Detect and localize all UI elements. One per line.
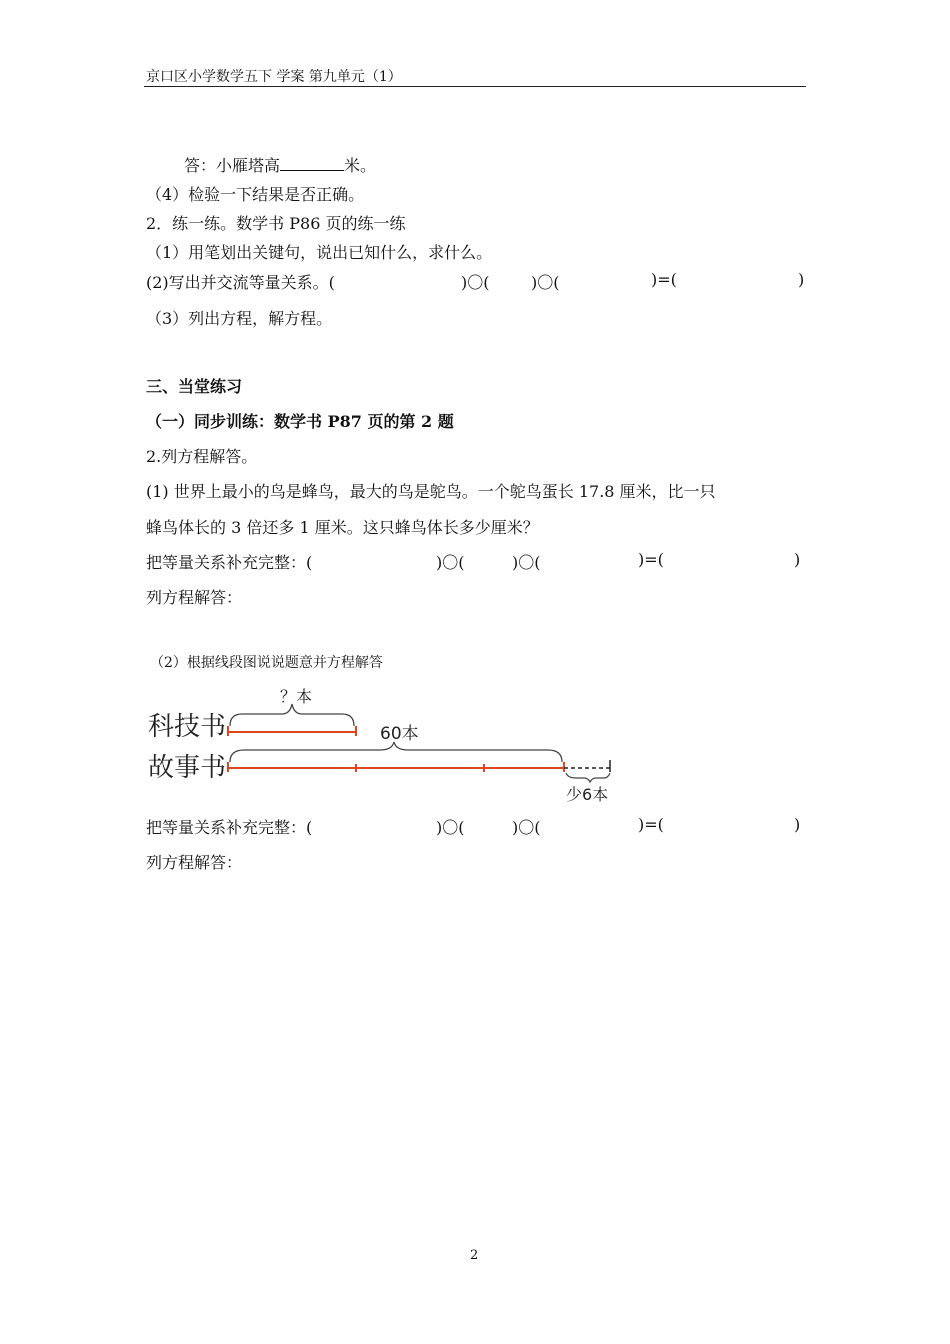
practice-step-1: （1）用笔划出关键句，说出已知什么，求什么。 — [146, 243, 493, 262]
top-brace-label: ？本 — [280, 687, 313, 706]
relation-2-part-1: )〇( — [436, 818, 465, 837]
relation-label-2: 把等量关系补充完整：( — [146, 818, 313, 837]
solve-label-1: 列方程解答： — [146, 588, 243, 607]
relation-1-part-3: )=( — [638, 550, 664, 569]
question-1-line-2: 蜂鸟体长的 3 倍还多 1 厘米。这只蜂鸟体长多少厘米？ — [146, 518, 539, 537]
page-header: 京口区小学数学五下 学案 第九单元（1） — [146, 69, 402, 85]
middle-brace-label: 60本 — [380, 724, 419, 744]
relation-part-2: )〇( — [531, 273, 560, 292]
solve-label-2: 列方程解答： — [146, 853, 243, 872]
relation-2-part-3: )=( — [638, 815, 664, 834]
row2-label: 故事书 — [148, 753, 227, 783]
check-step: （4）检验一下结果是否正确。 — [146, 185, 365, 204]
relation-part-4: ) — [798, 270, 805, 289]
question-1-line-1: (1) 世界上最小的鸟是蜂鸟，最大的鸟是鸵鸟。一个鸵鸟蛋长 17.8 厘米，比一只 — [146, 482, 716, 501]
answer-blank[interactable] — [280, 156, 344, 171]
relation-2-part-2: )〇( — [512, 818, 541, 837]
less-label: 少6本 — [566, 785, 609, 804]
practice-step-3: （3）列出方程，解方程。 — [146, 309, 333, 328]
less-brace — [566, 773, 610, 782]
page-number: 2 — [470, 1248, 479, 1263]
relation-1-part-2: )〇( — [512, 553, 541, 572]
relation-part-1: )〇( — [461, 273, 490, 292]
answer-prefix: 答：小雁塔高 — [184, 156, 281, 175]
question-2-title: （2）根据线段图说说题意并方程解答 — [150, 655, 383, 671]
middle-brace — [230, 742, 562, 762]
answer-line — [184, 153, 376, 176]
section-heading: 三、当堂练习 — [146, 377, 243, 396]
header-rule — [144, 86, 806, 87]
relation-part-3: )=( — [651, 270, 677, 289]
relation-1-part-1: )〇( — [436, 553, 465, 572]
relation-2-part-4: ) — [794, 815, 801, 834]
relation-1-part-4: ) — [794, 550, 801, 569]
section-subheading: （一）同步训练：数学书 P87 页的第 2 题 — [146, 412, 454, 431]
answer-suffix: 米。 — [344, 156, 377, 175]
row1-label: 科技书 — [148, 712, 227, 742]
practice-title: 2．练一练。数学书 P86 页的练一练 — [146, 214, 406, 233]
top-brace — [230, 704, 354, 726]
practice-step-2-label: (2)写出并交流等量关系。( — [146, 273, 335, 292]
segment-diagram — [140, 680, 640, 810]
relation-label-1: 把等量关系补充完整：( — [146, 553, 313, 572]
question-title: 2.列方程解答。 — [146, 447, 258, 466]
